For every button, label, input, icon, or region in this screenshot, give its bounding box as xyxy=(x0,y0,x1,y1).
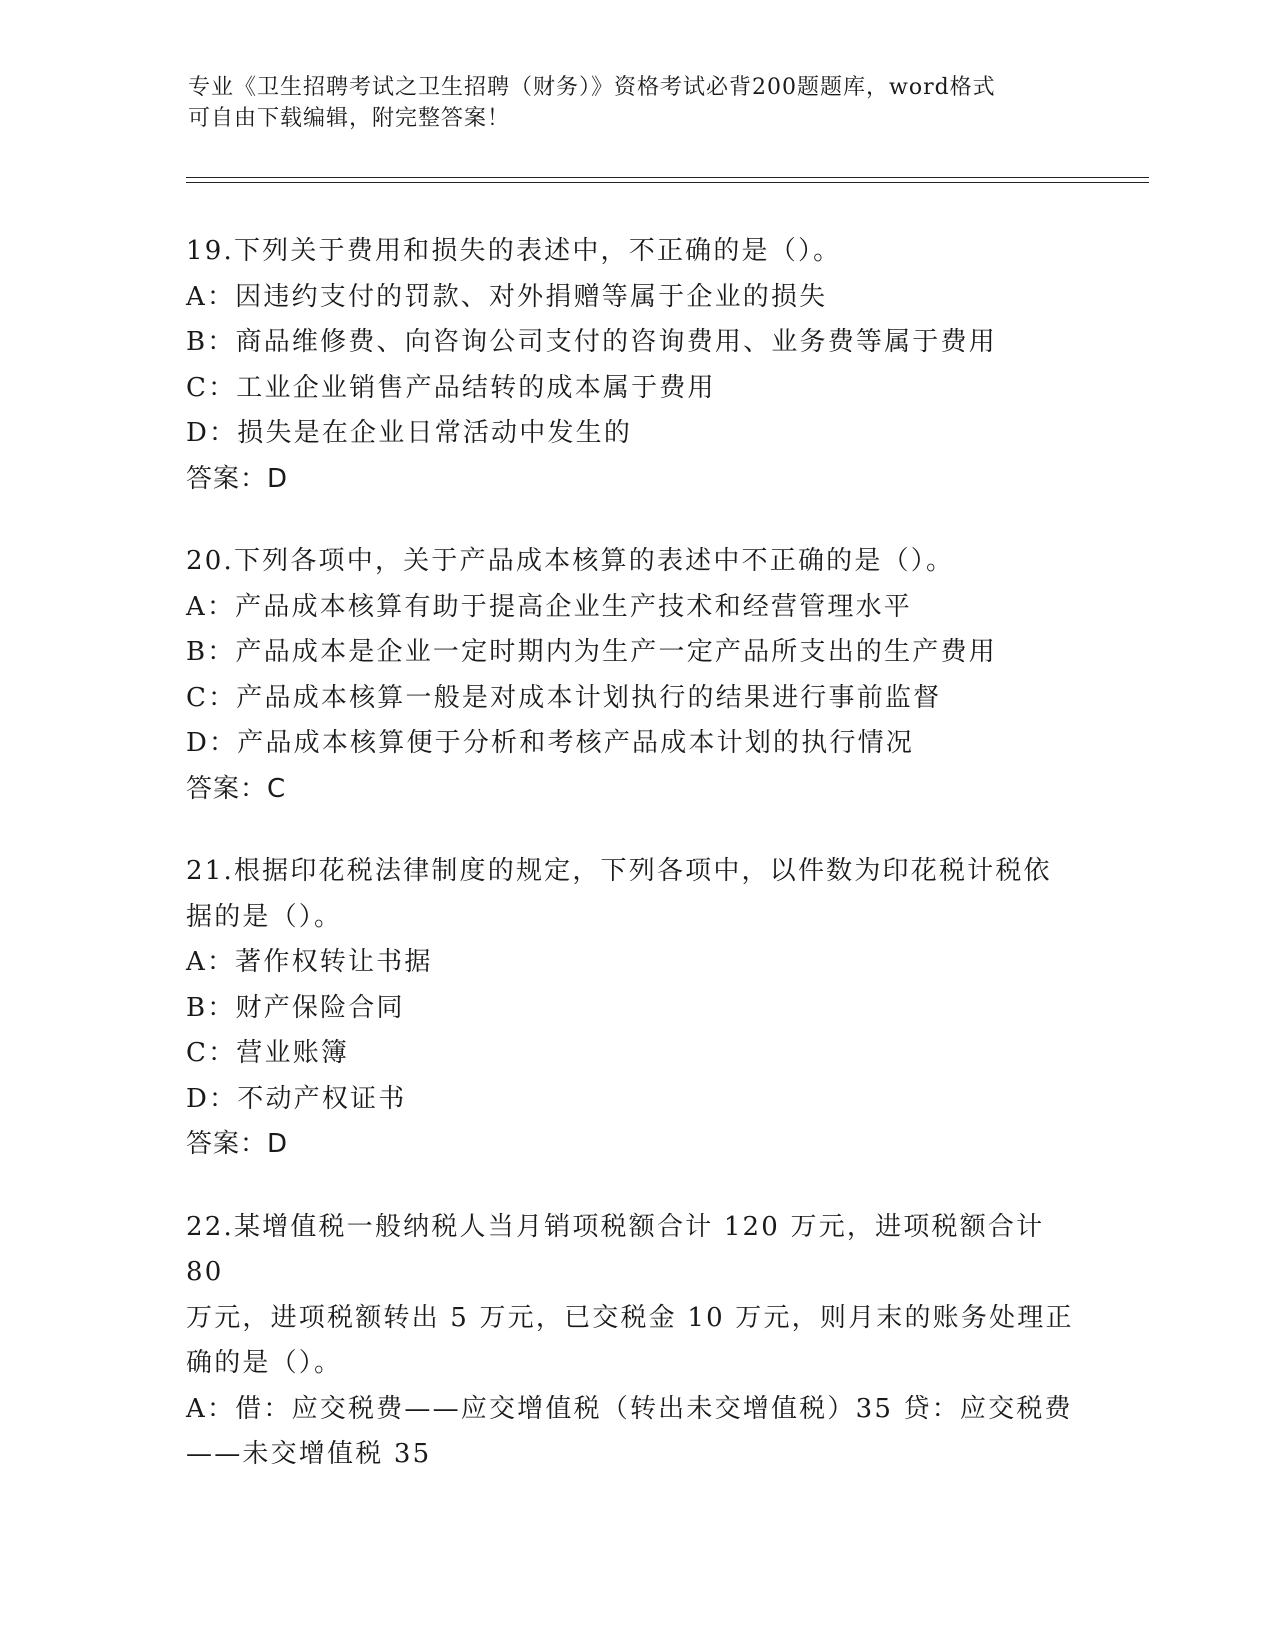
header-divider-bottom xyxy=(186,182,1149,183)
option-a: A：因违约支付的罚款、对外捐赠等属于企业的损失 xyxy=(186,281,828,312)
document-header xyxy=(188,72,1088,134)
header-divider-top xyxy=(186,177,1149,178)
question-stem: 20.下列各项中，关于产品成本核算的表述中不正确的是（）。 xyxy=(186,546,955,576)
option-b: B：产品成本是企业一定时期内为生产一定产品所支出的生产费用 xyxy=(186,637,997,667)
answer-line: 答案：D xyxy=(186,1129,289,1159)
option-a: A：著作权转让书据 xyxy=(186,947,433,977)
question-stem: 19.下列关于费用和损失的表述中，不正确的是（）。 xyxy=(186,236,842,266)
question-20 xyxy=(186,539,1086,812)
option-c: C：产品成本核算一般是对成本计划执行的结果进行事前监督 xyxy=(186,682,942,713)
option-a-continued: ——未交增值税 35 xyxy=(186,1439,432,1469)
question-list xyxy=(186,229,1086,1515)
header-line-1: 专业《卫生招聘考试之卫生招聘（财务）》资格考试必背200题题库，word格式 xyxy=(188,75,996,100)
question-19 xyxy=(186,229,1086,502)
header-line-2: 可自由下载编辑，附完整答案！ xyxy=(188,106,511,131)
option-b: B：财产保险合同 xyxy=(186,992,405,1023)
answer-line: 答案：C xyxy=(186,773,287,804)
question-stem-line-2: 据的是（）。 xyxy=(186,901,343,932)
option-a: A：借：应交税费——应交增值税（转出未交增值税）35 贷：应交税费 xyxy=(186,1393,1073,1424)
question-stem-line-3: 确的是（）。 xyxy=(186,1348,343,1378)
option-d: D：产品成本核算便于分析和考核产品成本计划的执行情况 xyxy=(186,728,915,758)
option-d: D：损失是在企业日常活动中发生的 xyxy=(186,418,633,448)
option-c: C：营业账簿 xyxy=(186,1038,350,1068)
question-21 xyxy=(186,849,1086,1168)
option-c: C：工业企业销售产品结转的成本属于费用 xyxy=(186,372,716,403)
option-d: D：不动产权证书 xyxy=(186,1083,407,1114)
option-a: A：产品成本核算有助于提高企业生产技术和经营管理水平 xyxy=(186,591,912,622)
question-stem-line-2: 万元，进项税额转出 5 万元，已交税金 10 万元，则月末的账务处理正 xyxy=(186,1302,1074,1333)
question-stem-line-1: 21.根据印花税法律制度的规定，下列各项中，以件数为印花税计税依 xyxy=(186,856,1052,886)
option-b: B：商品维修费、向咨询公司支付的咨询费用、业务费等属于费用 xyxy=(186,327,997,357)
answer-line: 答案：D xyxy=(186,463,289,494)
question-stem-line-1: 22.某增值税一般纳税人当月销项税额合计 120 万元，进项税额合计 80 xyxy=(186,1211,1055,1287)
question-22 xyxy=(186,1205,1086,1478)
